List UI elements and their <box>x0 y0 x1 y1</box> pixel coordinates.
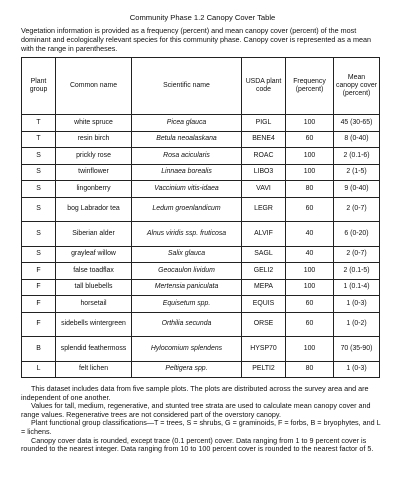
cell-scientific-name: Mertensia paniculata <box>132 279 242 296</box>
table-row <box>22 361 380 378</box>
cell-common-name: tall bluebells <box>56 279 132 296</box>
cell-common-name: felt lichen <box>56 361 132 378</box>
cell-usda-code: BENE4 <box>242 131 286 148</box>
cell-mean-cover: 1 (0-3) <box>334 361 380 378</box>
intro-paragraph: Vegetation information is provided as a frequency (percent) and mean canopy cover (percent) of the most dominant and ecologically relevant species for this community phase. Canopy cover is represented as a mean with the range in parentheses. <box>21 26 371 53</box>
cell-frequency: 100 <box>286 148 334 165</box>
note-paragraph: This dataset includes data from five sample plots. The plots are distributed across the survey area and are independent of one another. <box>21 384 369 402</box>
cell-usda-code: MEPA <box>242 279 286 296</box>
table-row <box>22 222 380 247</box>
cell-plant-group: B <box>22 337 56 362</box>
cell-frequency: 40 <box>286 222 334 247</box>
cell-mean-cover: 1 (0-3) <box>334 296 380 313</box>
cell-plant-group: S <box>22 222 56 247</box>
table-row <box>22 279 380 296</box>
cell-scientific-name: Alnus viridis ssp. fruticosa <box>132 222 242 247</box>
cell-scientific-name: Orthilia secunda <box>132 312 242 337</box>
cell-mean-cover: 1 (0.1-4) <box>334 279 380 296</box>
cell-scientific-name: Picea glauca <box>132 115 242 132</box>
cell-common-name: prickly rose <box>56 148 132 165</box>
cell-frequency: 100 <box>286 279 334 296</box>
cell-usda-code: PIGL <box>242 115 286 132</box>
cell-common-name: false toadflax <box>56 263 132 280</box>
note-paragraph: Values for tall, medium, regenerative, and stunted tree strata are used to calculate mean canopy cover and range values. Regenerative trees are not considered part of the overstory canopy. <box>21 401 371 419</box>
cell-plant-group: S <box>22 148 56 165</box>
cell-mean-cover: 70 (35-90) <box>334 337 380 362</box>
note-paragraph: Plant functional group classifications—T = trees, S = shrubs, G = graminoids, F = forbs, B = bryophytes, and L = lichens. <box>21 418 381 436</box>
cell-common-name: resin birch <box>56 131 132 148</box>
cell-scientific-name: Peltigera spp. <box>132 361 242 378</box>
cell-plant-group: F <box>22 279 56 296</box>
note-paragraph: Canopy cover data is rounded, except trace (0.1 percent) cover. Data ranging from 1 to 9 percent cover is rounded to the nearest integer. Data ranging from 10 to 100 percent cover is rounded to the nearest factor of 5. <box>21 435 374 454</box>
cell-common-name: splendid feathermoss <box>56 337 132 362</box>
cell-mean-cover: 8 (0-40) <box>334 131 380 148</box>
cell-common-name: horsetail <box>56 296 132 313</box>
cell-scientific-name: Rosa acicularis <box>132 148 242 165</box>
cell-frequency: 100 <box>286 263 334 280</box>
table-row <box>22 197 380 222</box>
cell-frequency: 60 <box>286 131 334 148</box>
cell-scientific-name: Linnaea borealis <box>132 164 242 181</box>
cell-common-name: bog Labrador tea <box>56 197 132 222</box>
cell-plant-group: F <box>22 312 56 337</box>
table-row <box>22 131 380 148</box>
cell-plant-group: L <box>22 361 56 378</box>
cell-frequency: 100 <box>286 337 334 362</box>
cell-frequency: 100 <box>286 115 334 132</box>
cell-common-name: sidebells wintergreen <box>56 312 132 337</box>
cell-mean-cover: 1 (0-2) <box>334 312 380 337</box>
cell-mean-cover: 9 (0-40) <box>334 181 380 198</box>
cell-usda-code: GELI2 <box>242 263 286 280</box>
header-scientific-name: Scientific name <box>132 58 242 115</box>
cell-usda-code: ROAC <box>242 148 286 165</box>
cell-mean-cover: 45 (30-65) <box>334 115 380 132</box>
table-row <box>22 263 380 280</box>
cell-usda-code: SAGL <box>242 246 286 263</box>
page-title: Community Phase 1.2 Canopy Cover Table <box>129 13 276 22</box>
cell-frequency: 60 <box>286 197 334 222</box>
cell-common-name: twinflower <box>56 164 132 181</box>
table-body <box>22 115 380 378</box>
cell-plant-group: S <box>22 197 56 222</box>
table-row <box>22 296 380 313</box>
cell-usda-code: ALVIF <box>242 222 286 247</box>
header-frequency: Frequency (percent) <box>286 58 334 115</box>
cell-plant-group: S <box>22 164 56 181</box>
cell-mean-cover: 2 (0-7) <box>334 197 380 222</box>
cell-frequency: 80 <box>286 181 334 198</box>
cell-scientific-name: Salix glauca <box>132 246 242 263</box>
cell-mean-cover: 2 (0.1-5) <box>334 263 380 280</box>
cell-plant-group: F <box>22 263 56 280</box>
cell-plant-group: S <box>22 246 56 263</box>
cell-common-name: grayleaf willow <box>56 246 132 263</box>
table-row <box>22 246 380 263</box>
cell-scientific-name: Betula neoalaskana <box>132 131 242 148</box>
cell-mean-cover: 2 (0.1-6) <box>334 148 380 165</box>
cell-common-name: Siberian alder <box>56 222 132 247</box>
table-row <box>22 181 380 198</box>
cell-frequency: 60 <box>286 296 334 313</box>
table-row <box>22 337 380 362</box>
cell-frequency: 80 <box>286 361 334 378</box>
cell-mean-cover: 2 (0-7) <box>334 246 380 263</box>
cell-usda-code: EQUIS <box>242 296 286 313</box>
cell-mean-cover: 6 (0-20) <box>334 222 380 247</box>
header-common-name: Common name <box>56 58 132 115</box>
header-mean-cover: Mean canopy cover (percent) <box>334 58 380 115</box>
cell-usda-code: VAVI <box>242 181 286 198</box>
cell-scientific-name: Ledum groenlandicum <box>132 197 242 222</box>
cell-plant-group: T <box>22 115 56 132</box>
table-row <box>22 115 380 132</box>
cell-usda-code: HYSP70 <box>242 337 286 362</box>
cell-usda-code: LIBO3 <box>242 164 286 181</box>
cell-frequency: 60 <box>286 312 334 337</box>
cell-frequency: 40 <box>286 246 334 263</box>
cell-plant-group: T <box>22 131 56 148</box>
table-header-row <box>22 58 380 115</box>
table-row <box>22 312 380 337</box>
header-plant-group: Plant group <box>22 58 56 115</box>
notes-section <box>21 385 384 454</box>
cell-usda-code: ORSE <box>242 312 286 337</box>
cell-plant-group: F <box>22 296 56 313</box>
canopy-cover-table <box>21 57 380 378</box>
cell-scientific-name: Geocaulon lividum <box>132 263 242 280</box>
cell-scientific-name: Hylocomium splendens <box>132 337 242 362</box>
cell-scientific-name: Vaccinium vitis-idaea <box>132 181 242 198</box>
header-usda-code: USDA plant code <box>242 58 286 115</box>
cell-usda-code: PELTI2 <box>242 361 286 378</box>
table-row <box>22 148 380 165</box>
cell-frequency: 100 <box>286 164 334 181</box>
table-row <box>22 164 380 181</box>
cell-scientific-name: Equisetum spp. <box>132 296 242 313</box>
cell-plant-group: S <box>22 181 56 198</box>
cell-mean-cover: 2 (1-5) <box>334 164 380 181</box>
cell-usda-code: LEGR <box>242 197 286 222</box>
cell-common-name: lingonberry <box>56 181 132 198</box>
cell-common-name: white spruce <box>56 115 132 132</box>
